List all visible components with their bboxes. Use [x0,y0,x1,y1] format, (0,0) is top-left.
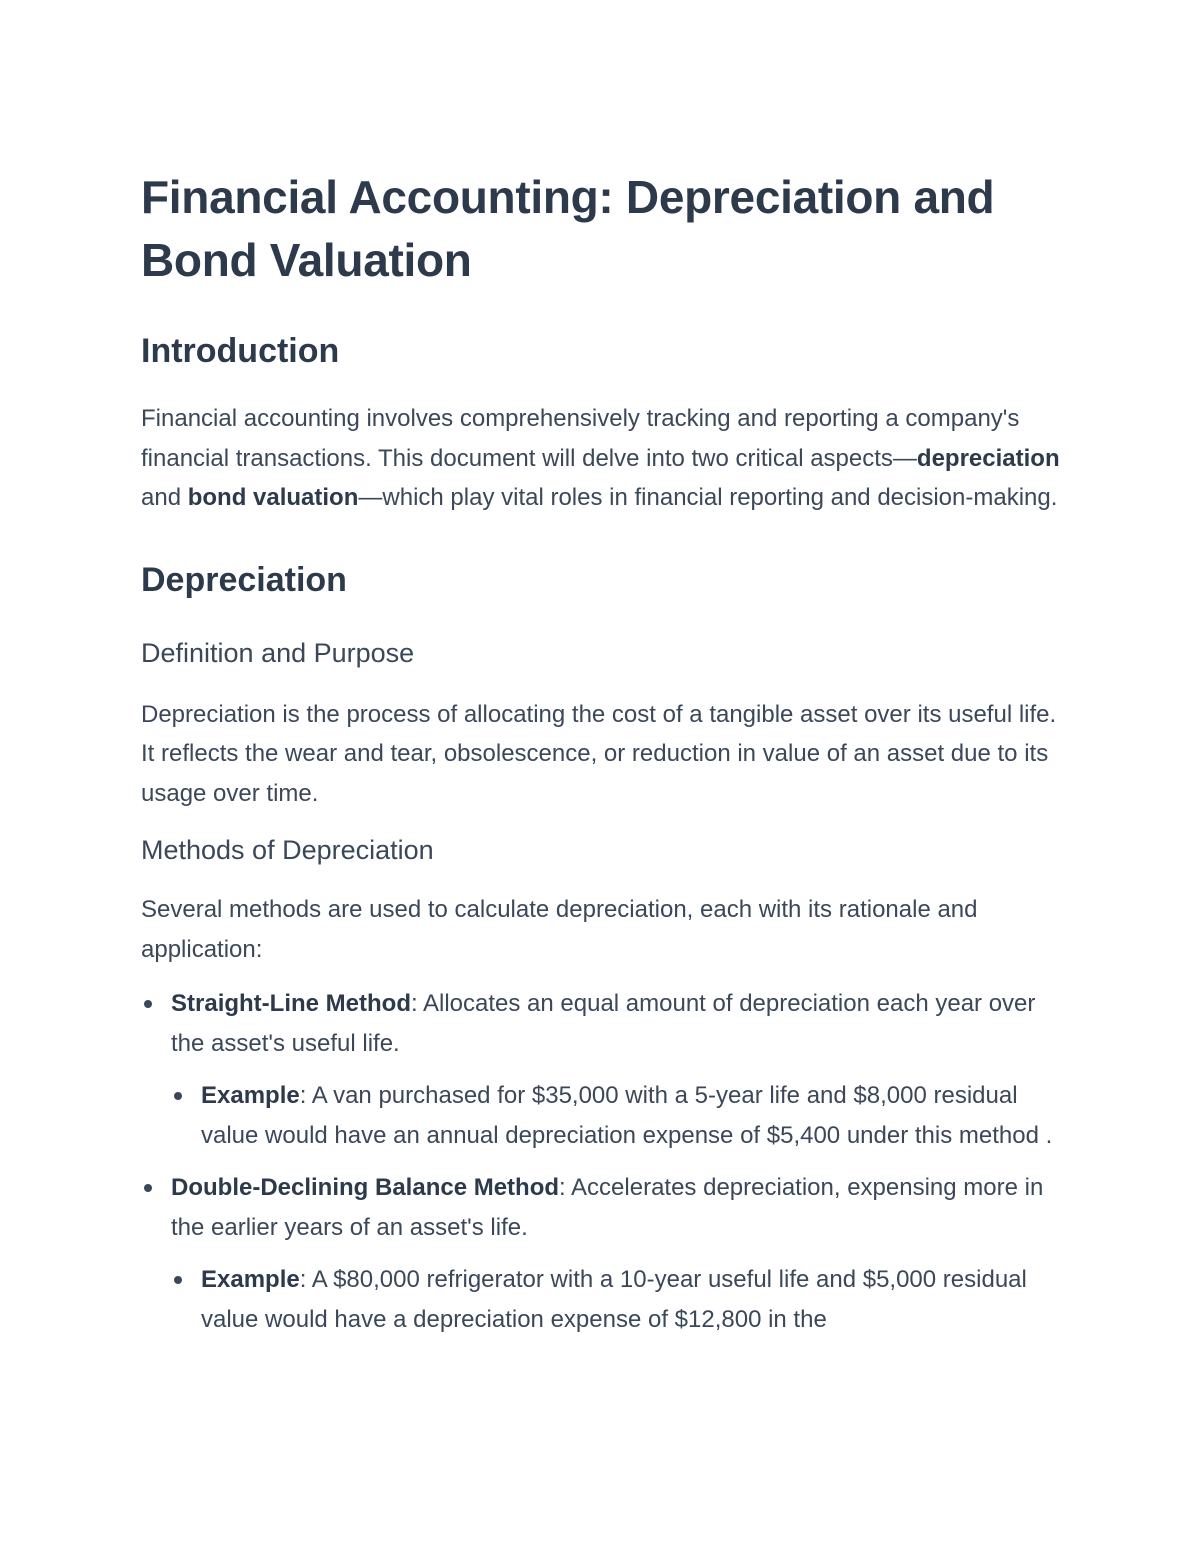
bullet-icon [144,1184,152,1192]
bullet-icon [174,1276,182,1284]
method-name: Straight-Line Method [171,990,411,1017]
list-item-example [171,1260,1070,1339]
method-description: : Allocates an equal amount of depreciation each year over the asset's useful life. [171,990,1036,1057]
example-label: Example [201,1266,300,1293]
subheading-methods: Methods of Depreciation [141,835,434,865]
method-name: Double-Declining Balance Method [171,1174,560,1201]
example-label: Example [201,1082,300,1109]
intro-text-part: Financial accounting involves comprehensively tracking and reporting a company's financial transactions. This document will delve into two critical aspects— [141,405,1020,472]
list-item-example [171,1076,1070,1155]
intro-bold-depreciation: depreciation [916,444,1060,472]
subheading-definition-purpose: Definition and Purpose [141,637,415,668]
example-text: : A van purchased for $35,000 with a 5-year life and $8,000 residual value would have an annual depreciation expense of $5,400 under this method . [201,1082,1053,1149]
intro-text-part: and [141,484,188,511]
intro-text-part: —which play vital roles in financial reporting and decision-making. [358,484,1058,511]
document-title: Financial Accounting: Depreciation and Bond Valuation [141,171,995,286]
example-list [171,1076,1070,1155]
list-item-straight-line [141,984,1070,1155]
introduction-paragraph [141,399,1070,518]
list-item-double-declining [141,1168,1070,1339]
intro-bold-bond-valuation: bond valuation [187,484,359,511]
definition-paragraph: Depreciation is the process of allocating the cost of a tangible asset over its useful life. It reflects the wear and tear, obsolescence, or reduction in value of an asset due to its usage over time. [141,700,1057,807]
section-heading-depreciation: Depreciation [141,560,347,599]
methods-intro-paragraph: Several methods are used to calculate depreciation, each with its rationale and application: [141,896,978,963]
bullet-icon [174,1092,182,1100]
methods-list [141,984,1070,1339]
example-list [171,1260,1070,1339]
method-description: : Accelerates depreciation, expensing more in the earlier years of an asset's life. [171,1174,1044,1241]
example-text: : A $80,000 refrigerator with a 10-year useful life and $5,000 residual value would have a depreciation expense of $12,800 in the [201,1266,1027,1333]
bullet-icon [144,1000,152,1008]
section-heading-introduction: Introduction [141,332,340,370]
